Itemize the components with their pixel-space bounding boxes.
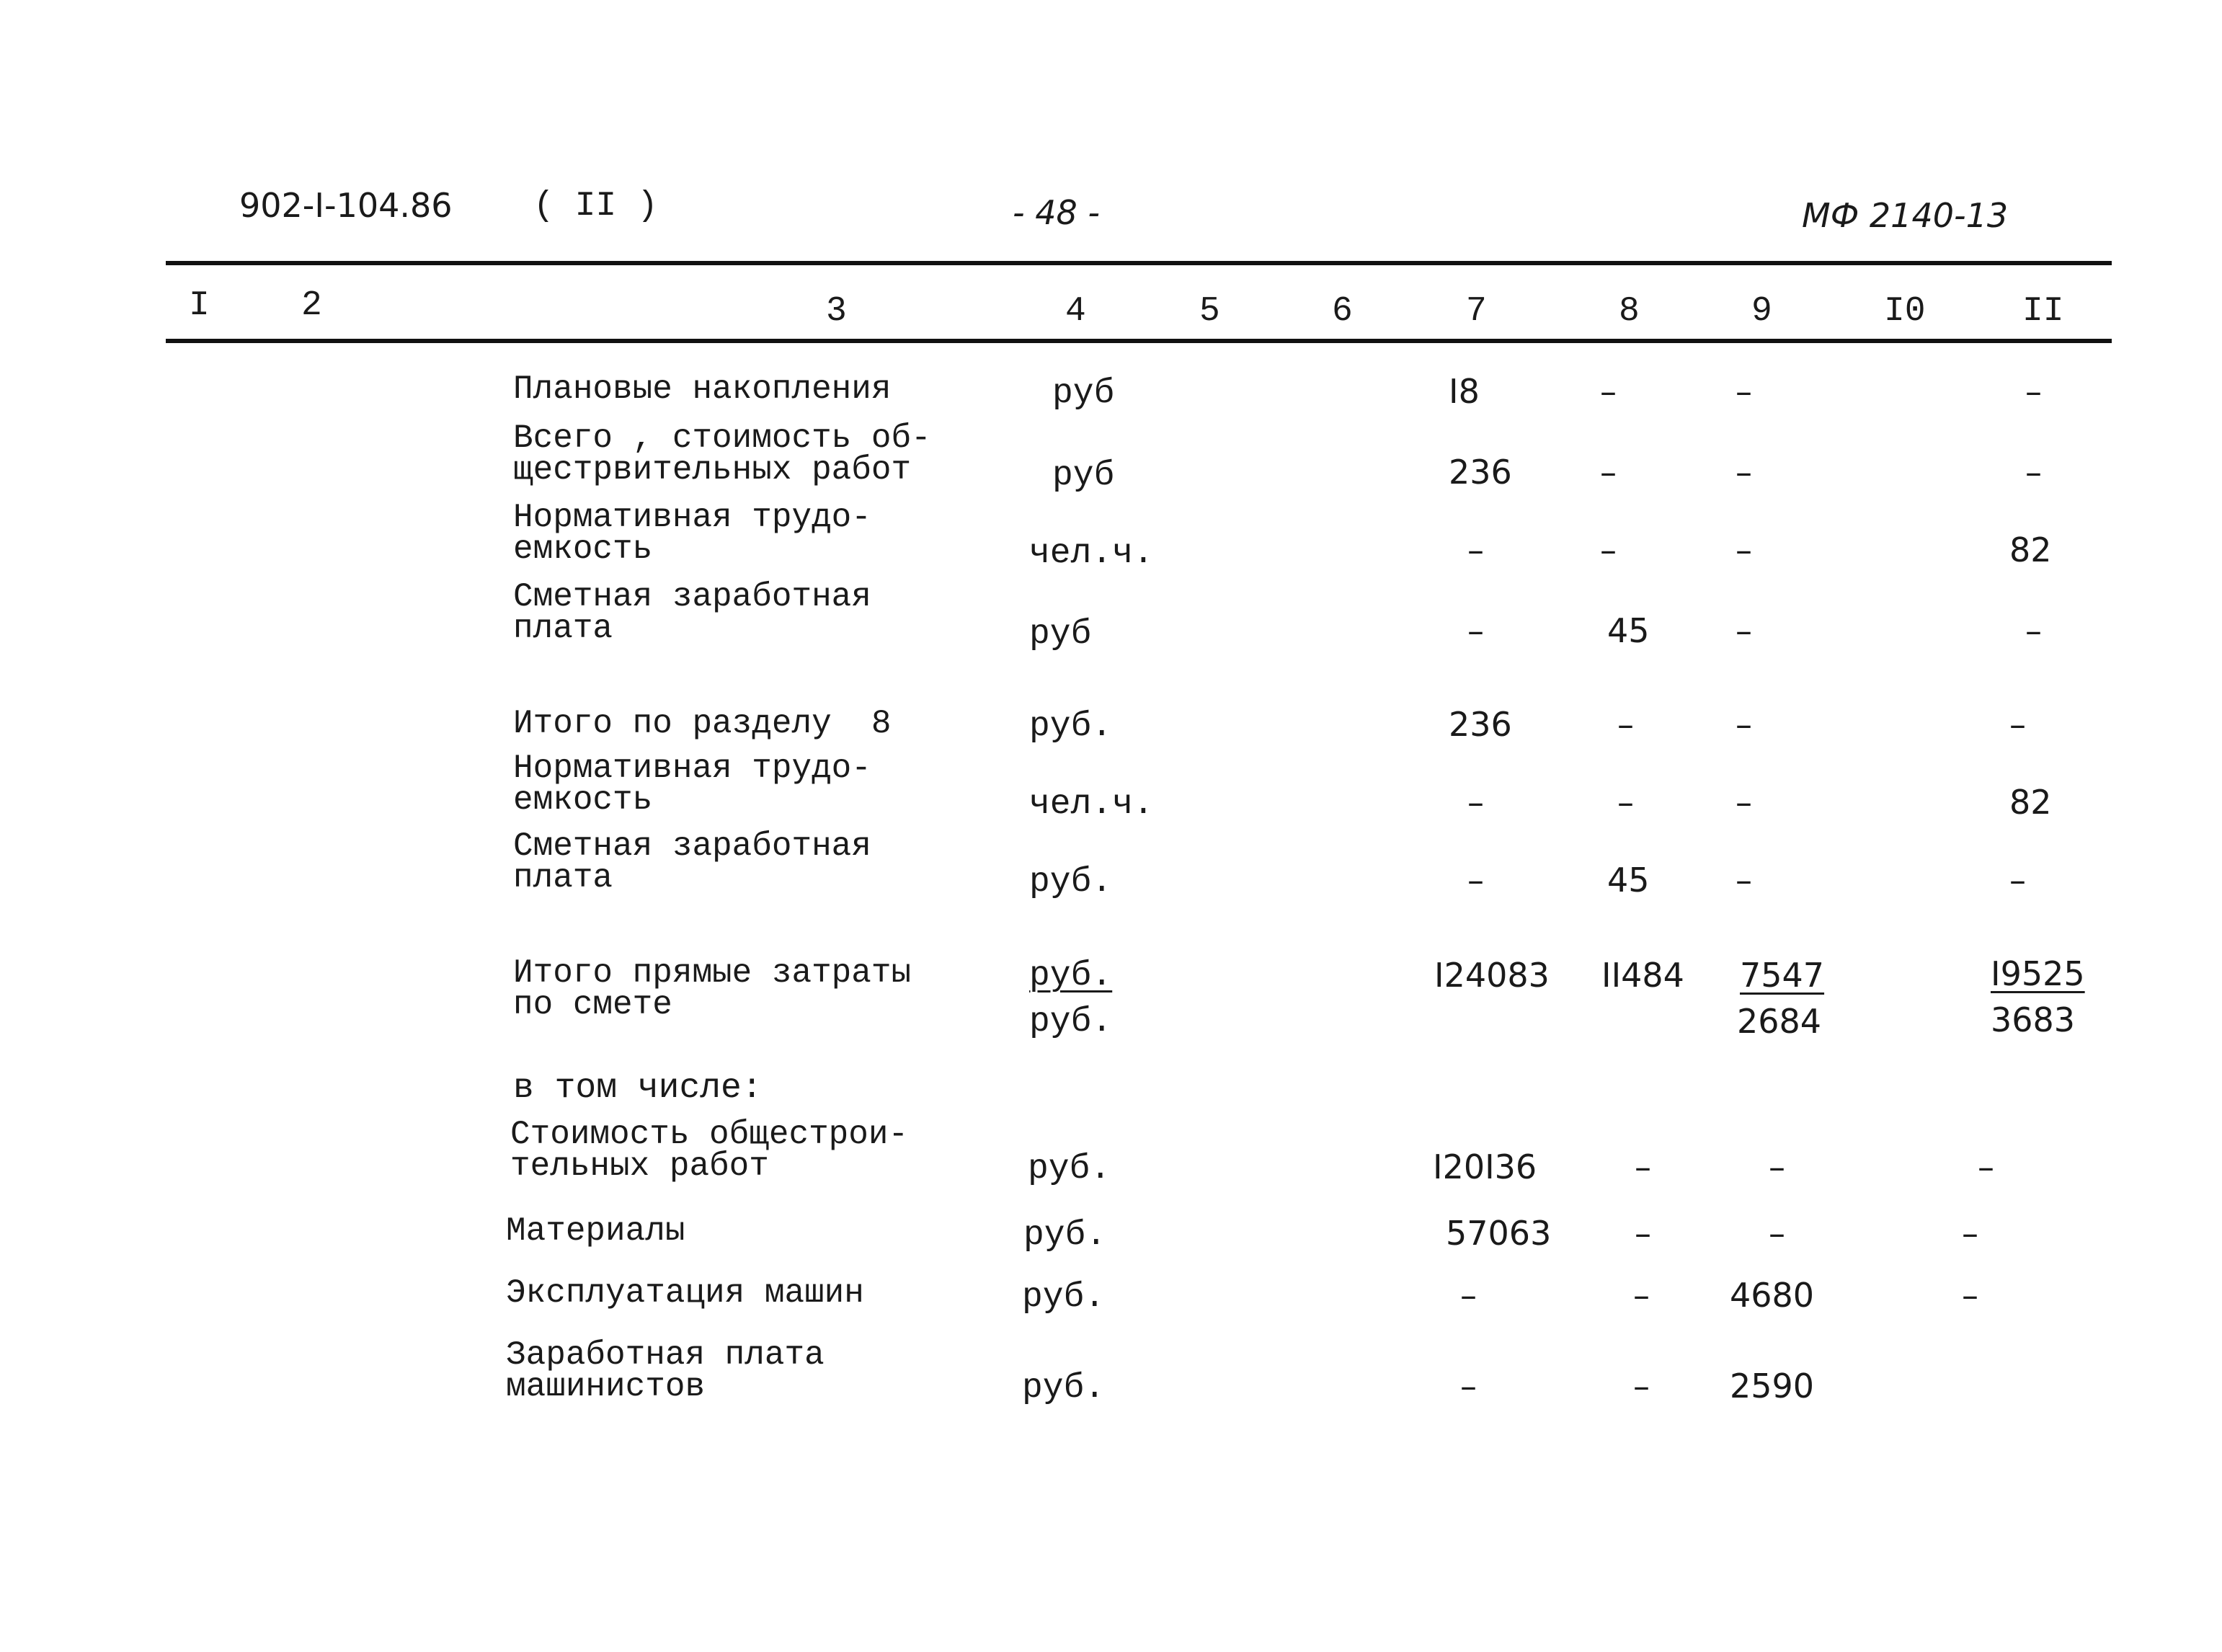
page-number: - 48 -	[1013, 193, 1100, 232]
subrow-col8: –	[1633, 1367, 1650, 1405]
row-col9: –	[1736, 705, 1752, 744]
col-header-4: 4	[1065, 292, 1086, 331]
row-col11: –	[2009, 705, 2026, 744]
row-unit: руб	[1052, 374, 1115, 413]
row-label: Плановые накопления	[513, 370, 892, 408]
col-header-11: II	[2022, 292, 2064, 331]
col-header-5: 5	[1199, 292, 1220, 331]
row-label: Сметная заработная плата	[513, 827, 871, 897]
subrow-unit: руб.	[1028, 1150, 1111, 1189]
subrow-col9: –	[1769, 1214, 1785, 1253]
total-col8: II484	[1601, 956, 1684, 995]
col-header-3: 3	[826, 292, 847, 331]
subrow-col11: –	[1962, 1276, 1978, 1315]
total-label: Итого прямые затраты по смете	[513, 954, 912, 1023]
total-col7: I24083	[1434, 956, 1550, 995]
col-header-9: 9	[1751, 292, 1772, 331]
col-header-7: 7	[1466, 292, 1487, 331]
subrow-col7: –	[1460, 1276, 1477, 1315]
row-label: Нормативная трудо- емкость	[513, 499, 871, 568]
total-col11-bottom: 3683	[1991, 1000, 2076, 1039]
row-label: Сметная заработная плата	[513, 578, 871, 647]
row-col11: –	[2025, 611, 2042, 650]
row-unit: руб.	[1029, 863, 1113, 902]
row-col8: –	[1617, 705, 1634, 744]
col-header-1: I	[189, 286, 210, 325]
including-label: в том числе:	[513, 1069, 763, 1108]
subrow-col9: 4680	[1730, 1276, 1815, 1315]
row-col11: 82	[2009, 783, 2052, 822]
row-col7: 236	[1449, 453, 1512, 492]
top-rule	[166, 261, 2112, 265]
col-header-2: 2	[301, 286, 322, 325]
row-col7: 236	[1449, 705, 1512, 744]
subrow-label: Эксплуатация машин	[506, 1274, 864, 1312]
row-col11: 82	[2009, 530, 2052, 569]
total-col9-top: 7547	[1740, 956, 1825, 995]
row-unit: руб	[1029, 615, 1092, 654]
row-col7: –	[1467, 861, 1484, 900]
row-label: Итого по разделу 8	[513, 705, 892, 742]
col-header-8: 8	[1619, 292, 1640, 331]
part-number: ( II )	[533, 187, 658, 226]
row-col8: –	[1600, 372, 1617, 411]
row-col8: –	[1617, 783, 1634, 822]
row-col9: –	[1736, 783, 1752, 822]
row-col7: –	[1467, 611, 1484, 650]
document-code: МФ 2140-13	[1802, 196, 2009, 235]
subrow-label: Материалы	[506, 1212, 685, 1250]
subrow-col7: –	[1460, 1367, 1477, 1405]
total-unit-bottom: руб.	[1029, 1003, 1113, 1042]
row-col7: –	[1467, 783, 1484, 822]
col-header-10: I0	[1884, 292, 1926, 331]
subrow-col8: –	[1635, 1147, 1651, 1186]
row-label: Нормативная трудо- емкость	[513, 750, 871, 819]
subrow-col11: –	[1962, 1214, 1978, 1253]
subrow-col8: –	[1633, 1276, 1650, 1315]
header-bottom-rule	[166, 339, 2112, 343]
row-col9: –	[1736, 530, 1752, 569]
row-col11: –	[2025, 453, 2042, 492]
subrow-col8: –	[1635, 1214, 1651, 1253]
row-col8: 45	[1607, 861, 1650, 900]
row-col8: –	[1600, 453, 1617, 492]
subrow-col11: –	[1978, 1147, 1994, 1186]
row-col7: I8	[1449, 372, 1480, 411]
row-col11: –	[2025, 372, 2042, 411]
subrow-label: Заработная плата машинистов	[506, 1336, 825, 1405]
row-col9: –	[1736, 453, 1752, 492]
subrow-col9: –	[1769, 1147, 1785, 1186]
row-col9: –	[1736, 861, 1752, 900]
row-label: Всего , стоимость об- щестрвительных работ	[513, 419, 931, 489]
document-number: 902-I-104.86	[239, 186, 453, 225]
total-unit-top: руб.	[1029, 956, 1113, 995]
subrow-col7: I20I36	[1433, 1147, 1537, 1186]
row-col7: –	[1467, 530, 1484, 569]
row-col9: –	[1736, 372, 1752, 411]
subrow-col9: 2590	[1730, 1367, 1815, 1405]
row-unit: руб.	[1029, 707, 1113, 746]
row-unit: чел.ч.	[1029, 785, 1154, 824]
row-unit: руб	[1052, 456, 1115, 495]
row-col9: –	[1736, 611, 1752, 650]
subrow-col7: 57063	[1446, 1214, 1552, 1253]
row-col11: –	[2009, 861, 2026, 900]
total-col9-bottom: 2684	[1737, 1002, 1822, 1041]
row-col8: 45	[1607, 611, 1650, 650]
row-unit: чел.ч.	[1029, 534, 1154, 573]
subrow-unit: руб.	[1023, 1216, 1107, 1255]
subrow-unit: руб.	[1022, 1369, 1106, 1408]
col-header-6: 6	[1332, 292, 1353, 331]
row-col8: –	[1600, 530, 1617, 569]
subrow-label: Стоимость общестрои- тельных работ	[510, 1116, 909, 1185]
subrow-unit: руб.	[1022, 1278, 1106, 1317]
total-col11-top: I9525	[1991, 954, 2085, 993]
